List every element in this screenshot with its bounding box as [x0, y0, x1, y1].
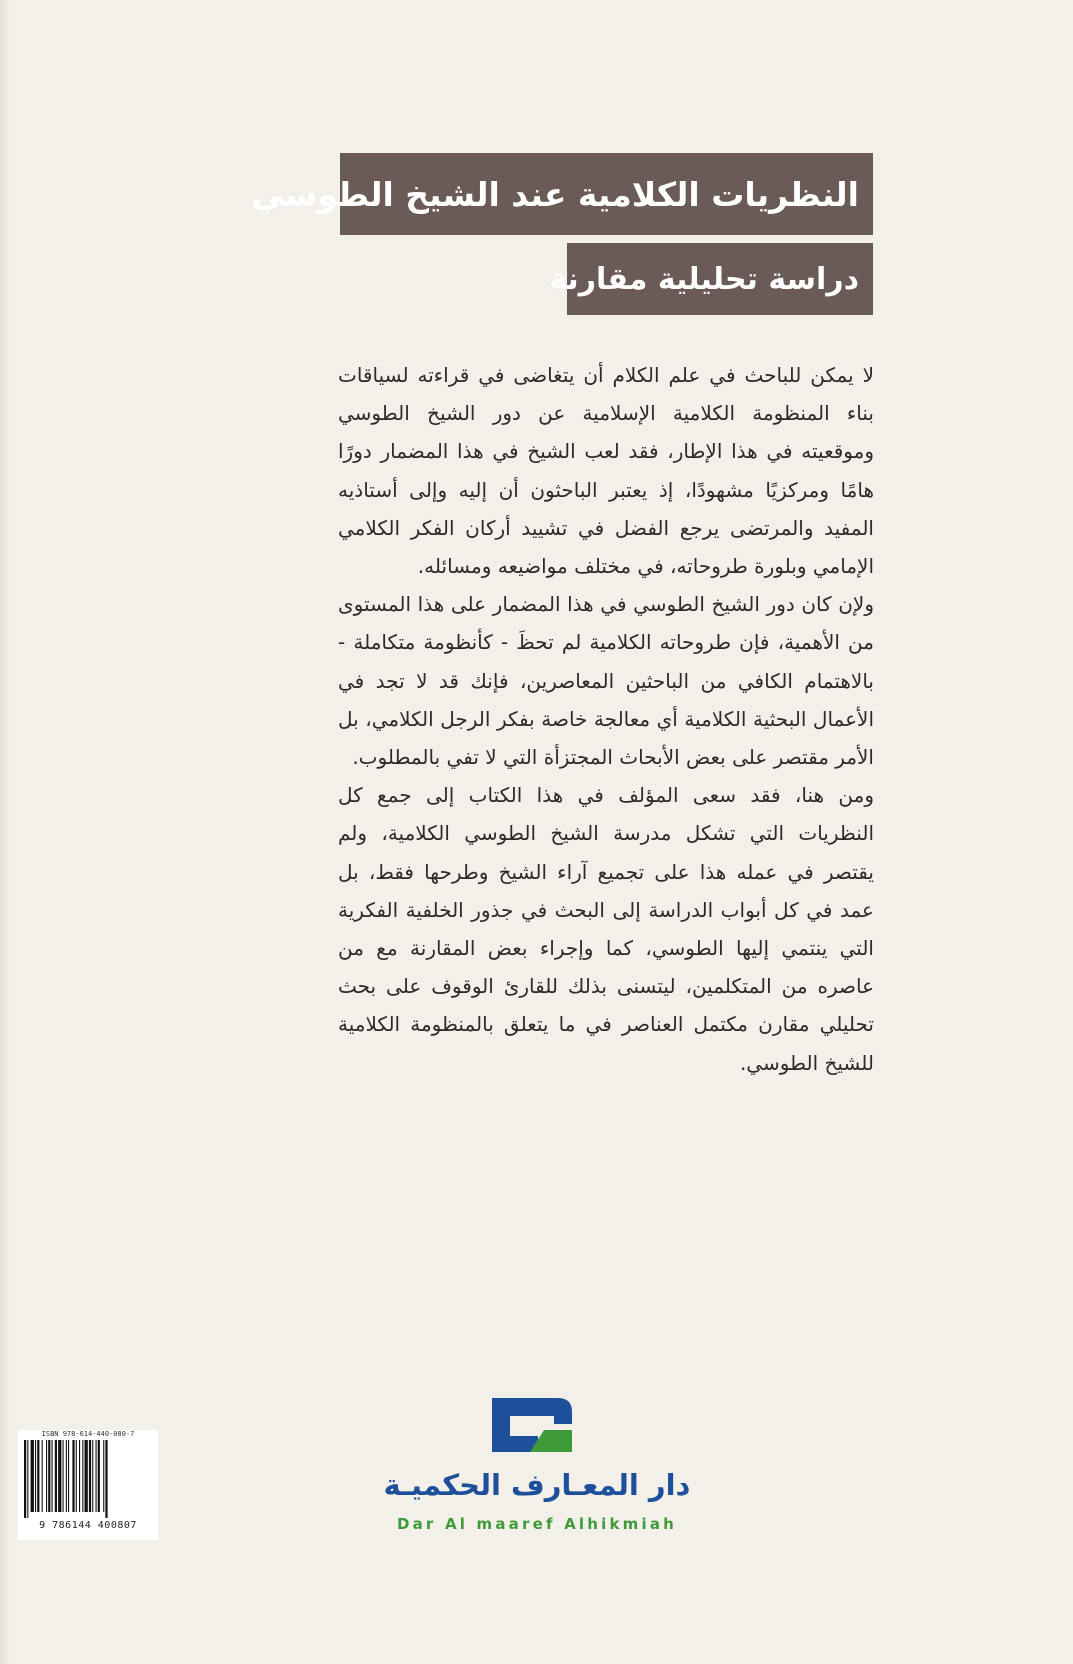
isbn-barcode [18, 1430, 158, 1540]
publisher-logo-icon [484, 1390, 580, 1460]
blurb-paragraph-3: ومن هنا، فقد سعى المؤلف في هذا الكتاب إلى جمع كل النظريات التي تشكل مدرسة الشيخ الطوسي الكلامية، ولم يقتصر في عمله هذا على تجميع آراء الشيخ وطرحها فقط، بل عمد في كل أبواب الدراسة إلى البحث في جذور الخلفية الفكرية التي ينتمي إليها الطوسي، كما وإجراء بعض المقارنة مع من عاصره من المتكلمين، ليتسنى بذلك للقارئ الوقوف على بحث تحليلي مقارن مكتمل العناصر في ما يتعلق بالمنظومة الكلامية للشيخ الطوسي. [338, 783, 874, 1075]
blurb-paragraph-2: ولإن كان دور الشيخ الطوسي في هذا المضمار على هذا المستوى من الأهمية، فإن طروحاته الكلامية لم تحظَ - كأنظومة متكاملة - بالاهتمام الكافي من الباحثين المعاصرين، فإنك قد لا تجد في الأعمال البحثية الكلامية أي معالجة خاصة بفكر الرجل الكلامي، بل الأمر مقتصر على بعض الأبحاث المجتزأة التي لا تفي بالمطلوب. [338, 592, 874, 770]
book-subtitle: دراسة تحليلية مقارنة [549, 261, 859, 297]
blurb-paragraph-1: لا يمكن للباحث في علم الكلام أن يتغاضى في قراءته لسياقات بناء المنظومة الكلامية الإسلامية عن دور الشيخ الطوسي وموقعيته في هذا الإطار، فقد لعب الشيخ في هذا المضمار دورًا هامًا ومركزيًا مشهودًا، إذ يعتبر الباحثون أن إليه وإلى أستاذيه المفيد والمرتضى يرجع الفضل في تشييد أركان الفكر الكلامي الإمامي وبلورة طروحاته، في مختلف مواضيعه ومسائله. [338, 363, 874, 579]
title-banner [251, 153, 873, 235]
publisher-name-english: Dar Al maaref Alhikmiah [396, 1515, 678, 1533]
isbn-label: ISBN 978-614-440-080-7 [41, 1430, 135, 1438]
isbn-digits: 9 786144 400807 [39, 1520, 137, 1531]
blurb-text [338, 356, 874, 1082]
barcode-bars-icon [24, 1440, 152, 1518]
book-title: النظريات الكلامية عند الشيخ الطوسي [251, 174, 859, 214]
subtitle-banner [549, 243, 873, 315]
publisher-name-arabic: دار المعـارف الحكميـة [383, 1468, 691, 1502]
paper-edge [0, 0, 10, 1664]
